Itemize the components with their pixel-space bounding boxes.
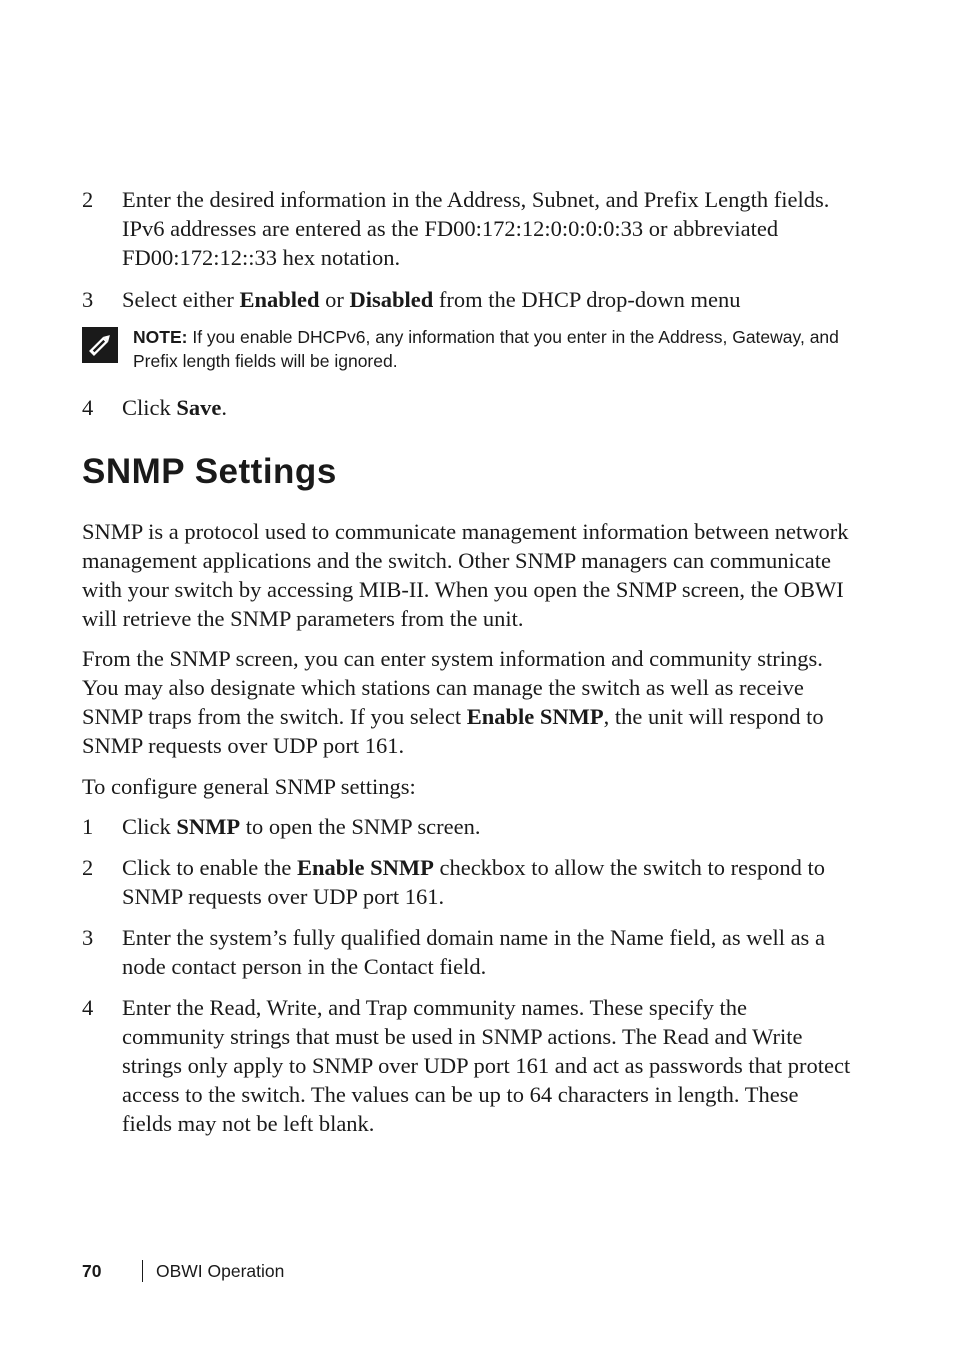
- step-text-segment: Enter the desired information in the Address, Subnet, and Prefix Length fields. IPv6 addresses are entered as the FD00:172:12:0:0:0:0:33 or abbreviated FD00:172:12::33 hex notation.: [122, 187, 830, 270]
- step-text: [122, 285, 852, 314]
- step-text: [122, 185, 852, 272]
- step-number: 3: [82, 287, 94, 312]
- snmp-intro-paragraph: [82, 517, 862, 633]
- step-text-segment: to open the SNMP screen.: [240, 814, 481, 839]
- step-text: [122, 993, 852, 1138]
- save-term: Save: [176, 395, 222, 420]
- step-text-segment: Click: [122, 814, 177, 839]
- page-footer: [82, 1258, 582, 1284]
- step-text-segment: Enter the Read, Write, and Trap community names. These specify the community strings that must be used in SNMP actions. The Read and Write strings only apply to SNMP over UDP port 161 and act as passwords that protect access to the switch. The values can be up to 64 characters in length. These fields may not be left blank.: [122, 995, 851, 1136]
- paragraph-text: SNMP is a protocol used to communicate management information between network management applications and the switch. Other SNMP managers can communicate with your switch by accessing MIB-II. When you open the SNMP screen, the OBWI will retrieve the SNMP parameters from the unit.: [82, 519, 849, 631]
- snmp-term: SNMP: [176, 814, 241, 839]
- step-enter-community-names: [82, 993, 852, 1138]
- step-click-snmp: [82, 812, 852, 841]
- enabled-term: Enabled: [239, 287, 320, 312]
- snmp-screen-paragraph: [82, 644, 862, 760]
- note-text: [133, 325, 862, 373]
- enable-snmp-term: Enable SNMP: [296, 855, 434, 880]
- step-number: 4: [82, 395, 94, 420]
- paragraph-text: , the unit will respond to SNMP requests over UDP port 161.: [82, 704, 824, 758]
- note-pencil-icon: [82, 327, 118, 363]
- step-enable-snmp-checkbox: [82, 853, 852, 911]
- note-body: If you enable DHCPv6, any information that you enter in the Address, Gateway, and Prefix length fields will be ignored.: [133, 327, 839, 371]
- step-text: [122, 393, 852, 422]
- step-number: 2: [82, 855, 94, 880]
- configure-lead-paragraph: [82, 772, 862, 801]
- step-text-segment: .: [221, 395, 227, 420]
- note-block: [82, 325, 862, 373]
- step-click-save: [82, 393, 852, 422]
- step-text: [122, 923, 852, 981]
- step-text-segment: checkbox to allow the switch to respond to SNMP requests over UDP port 161.: [122, 855, 826, 909]
- step-select-dhcp: [82, 285, 852, 314]
- step-text-segment: Enter the system’s fully qualified domain name in the Name field, as well as a node contact person in the Contact field.: [122, 925, 825, 979]
- step-text-segment: from the DHCP drop-down menu: [433, 287, 741, 312]
- enable-snmp-term: Enable SNMP: [466, 704, 604, 729]
- step-text: [122, 812, 852, 841]
- step-number: 1: [82, 814, 94, 839]
- step-text-segment: Click: [122, 395, 177, 420]
- step-text-segment: Click to enable the: [122, 855, 297, 880]
- note-label: NOTE:: [133, 327, 188, 347]
- page-number: 70: [82, 1261, 102, 1281]
- step-number: 2: [82, 187, 94, 212]
- step-number: 4: [82, 995, 94, 1020]
- step-enter-name-contact: [82, 923, 852, 981]
- footer-divider: [142, 1260, 143, 1282]
- disabled-term: Disabled: [349, 287, 434, 312]
- step-enter-address-info: [82, 185, 852, 272]
- section-heading: SNMP Settings: [82, 452, 337, 491]
- step-number: 3: [82, 925, 94, 950]
- step-text-segment: Select either: [122, 287, 240, 312]
- paragraph-text: From the SNMP screen, you can enter system information and community strings. You may also designate which stations can manage the switch as well as receive SNMP traps from the switch. If you select: [82, 646, 823, 729]
- paragraph-text: To configure general SNMP settings:: [82, 774, 416, 799]
- step-text-segment: or: [319, 287, 350, 312]
- footer-section-title: OBWI Operation: [156, 1261, 285, 1281]
- step-text: [122, 853, 852, 911]
